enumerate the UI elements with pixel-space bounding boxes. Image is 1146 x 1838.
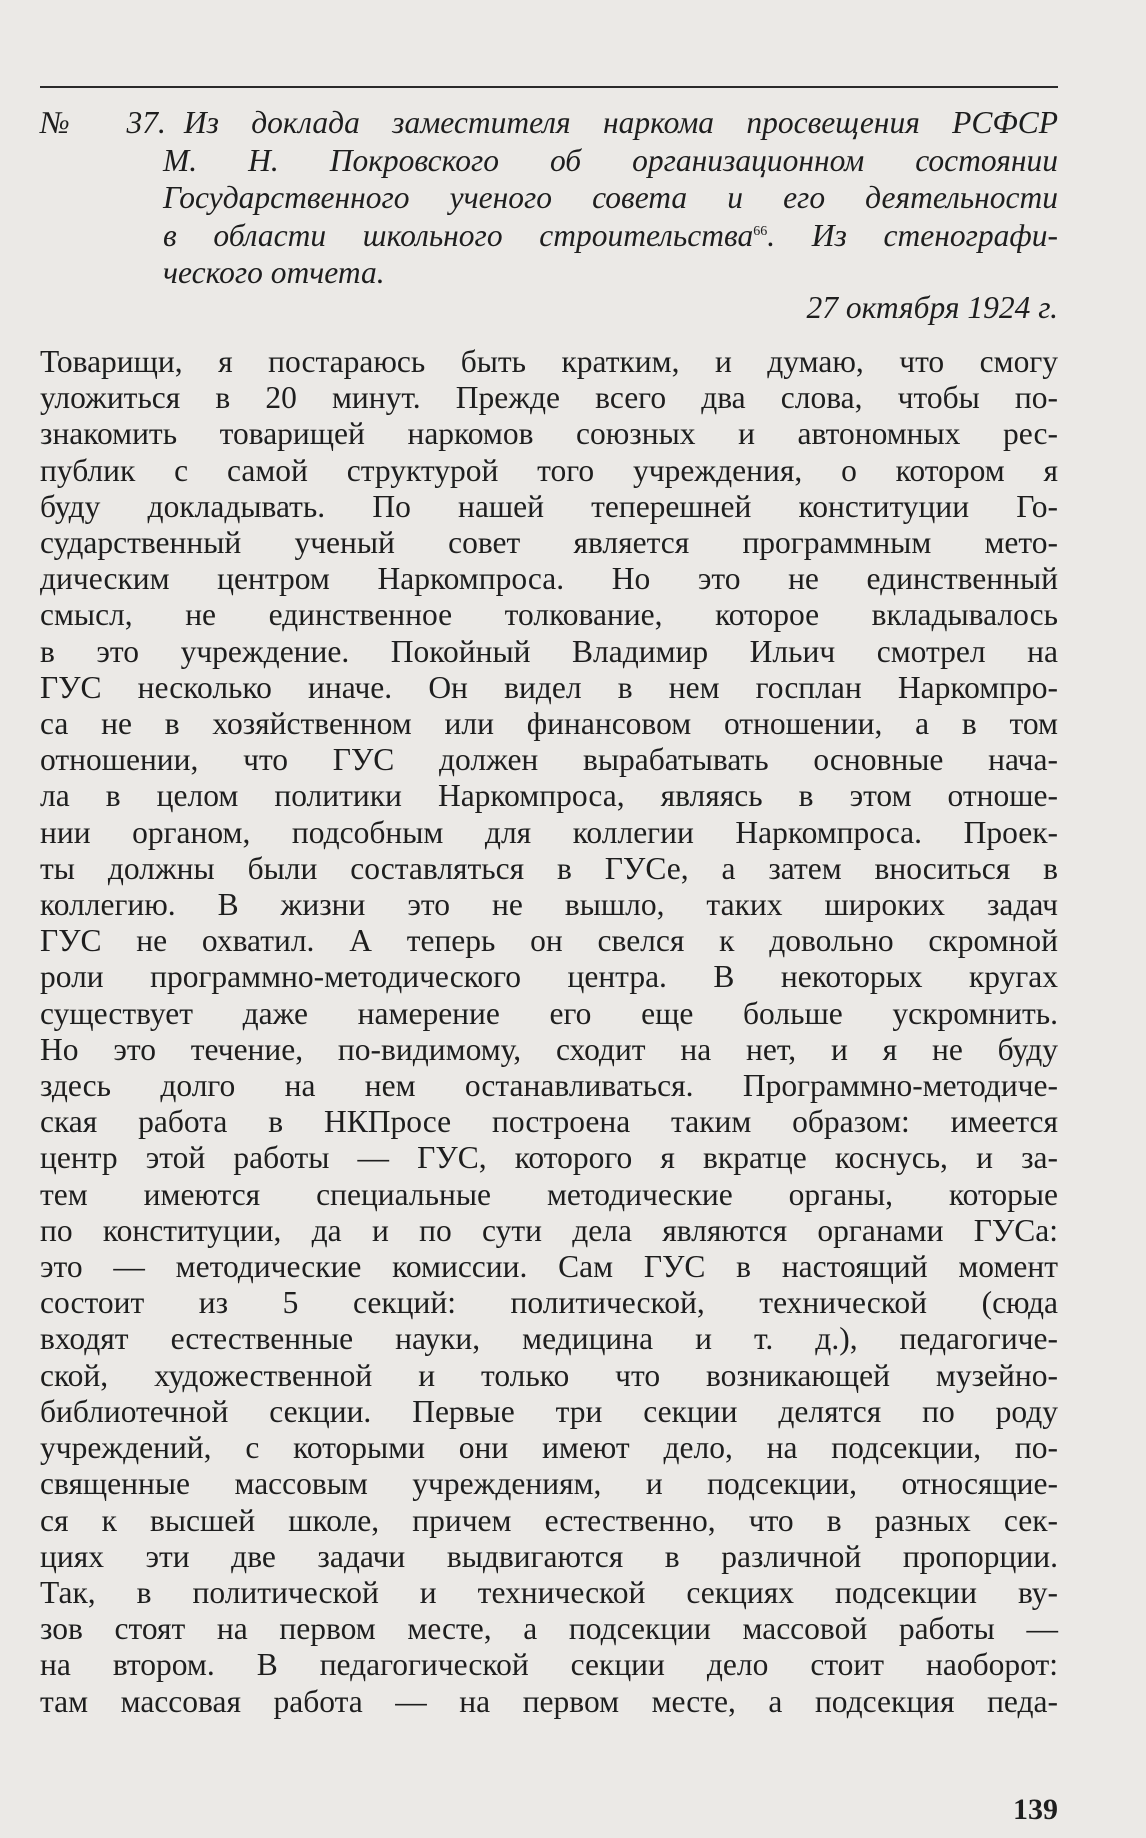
body-line: Так, в политической и технической секциях подсекции ву- xyxy=(40,1574,1058,1610)
body-line: в это учреждение. Покойный Владимир Ильич смотрел на xyxy=(40,633,1058,669)
body-line: тем имеются специальные методические органы, которые xyxy=(40,1176,1058,1212)
page-number: 139 xyxy=(1013,1793,1058,1826)
body-line: состоит из 5 секций: политической, технической (сюда xyxy=(40,1285,1058,1321)
heading-text: Из доклада заместителя наркома просвещения РСФСР xyxy=(183,105,1058,140)
document-heading xyxy=(40,104,1058,292)
heading-text: . Из стенографи- xyxy=(767,217,1058,253)
body-line: на втором. В педагогической секции дело стоит наоборот: xyxy=(40,1647,1058,1683)
body-line: библиотечной секции. Первые три секции делятся по роду xyxy=(40,1393,1058,1429)
body-line: ской, художественной и только что возникающей музейно- xyxy=(40,1357,1058,1393)
body-line: зов стоят на первом месте, а подсекции массовой работы — xyxy=(40,1611,1058,1647)
body-line: ты должны были составляться в ГУСе, а затем вноситься в xyxy=(40,850,1058,886)
body-line: нии органом, подсобным для коллегии Наркомпроса. Проек- xyxy=(40,814,1058,850)
body-line: буду докладывать. По нашей теперешней конституции Го- xyxy=(40,488,1058,524)
body-line: ская работа в НКПросе построена таким образом: имеется xyxy=(40,1104,1058,1140)
body-line: знакомить товарищей наркомов союзных и автономных рес- xyxy=(40,416,1058,452)
body-line: циях эти две задачи выдвигаются в различной пропорции. xyxy=(40,1538,1058,1574)
body-line: публик с самой структурой того учреждения, о котором я xyxy=(40,452,1058,488)
body-line: Товарищи, я постараюсь быть кратким, и думаю, что смогу xyxy=(40,344,1058,379)
body-line: ГУС несколько иначе. Он видел в нем госплан Наркомпро- xyxy=(40,669,1058,705)
document-number: № 37. xyxy=(40,105,166,140)
footnote-ref: 66 xyxy=(753,223,768,239)
body-line: роли программно-методического центра. В некоторых кругах xyxy=(40,959,1058,995)
document-date: 27 октября 1924 г. xyxy=(806,290,1058,325)
body-line: это — методические комиссии. Сам ГУС в настоящий момент xyxy=(40,1249,1058,1285)
heading-text: в области школьного строительства xyxy=(163,217,754,253)
body-line: центр этой работы — ГУС, которого я вкратце коснусь, и за- xyxy=(40,1140,1058,1176)
body-line: коллегию. В жизни это не вышло, таких широких задач xyxy=(40,887,1058,923)
body-line: уложиться в 20 минут. Прежде всего два слова, чтобы по- xyxy=(40,380,1058,416)
heading-line: ческого отчета. xyxy=(163,255,385,290)
body-line: са не в хозяйственном или финансовом отношении, а в том xyxy=(40,706,1058,742)
body-line: учреждений, с которыми они имеют дело, на подсекции, по- xyxy=(40,1430,1058,1466)
heading-line xyxy=(40,217,1058,255)
body-line: входят естественные науки, медицина и т. д.), педагогиче- xyxy=(40,1321,1058,1357)
body-line: существует даже намерение его еще больше ускромнить. xyxy=(40,995,1058,1031)
body-line: дическим центром Наркомпроса. Но это не единственный xyxy=(40,561,1058,597)
body-line: священные массовым учреждениям, и подсекции, относящие- xyxy=(40,1466,1058,1502)
body-line: смысл, не единственное толкование, которое вкладывалось xyxy=(40,597,1058,633)
body-line: там массовая работа — на первом месте, а подсекция педа- xyxy=(40,1683,1058,1719)
body-line: ся к высшей школе, причем естественно, что в разных сек- xyxy=(40,1502,1058,1538)
top-rule xyxy=(40,86,1058,88)
body-line: отношении, что ГУС должен вырабатывать основные нача- xyxy=(40,742,1058,778)
body-line: Но это течение, по-видимому, сходит на нет, и я не буду xyxy=(40,1031,1058,1067)
body-line: по конституции, да и по сути дела являются органами ГУСа: xyxy=(40,1212,1058,1248)
body-line: ГУС не охватил. А теперь он свелся к довольно скромной xyxy=(40,923,1058,959)
body-line: сударственный ученый совет является программным мето- xyxy=(40,525,1058,561)
body-text xyxy=(40,344,1058,1720)
heading-line xyxy=(40,104,1058,142)
body-line: ла в целом политики Наркомпроса, являясь в этом отноше- xyxy=(40,778,1058,814)
body-line: здесь долго на нем останавливаться. Программно-методиче- xyxy=(40,1068,1058,1104)
heading-line: Государственного ученого совета и его деятельности xyxy=(163,180,1058,215)
heading-line: М. Н. Покровского об организационном состоянии xyxy=(163,142,1058,178)
